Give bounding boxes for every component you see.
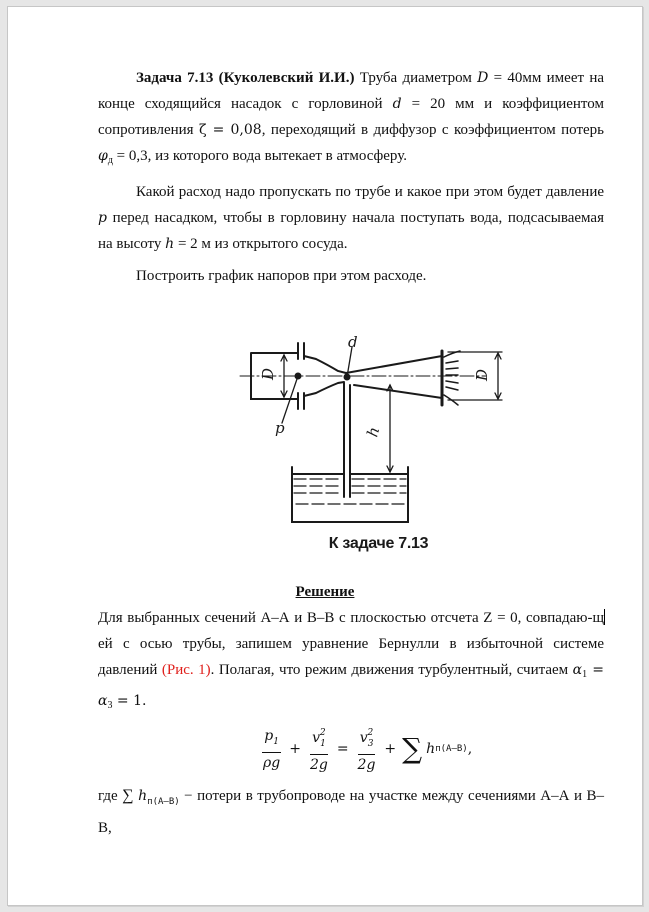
sum-symbol: ∑ bbox=[122, 787, 134, 804]
text-run: где bbox=[98, 788, 123, 804]
solution-paragraph-1 bbox=[98, 605, 604, 719]
zeta-value: ζ = 0,08 bbox=[198, 122, 262, 138]
nozzle-bottom bbox=[304, 382, 344, 396]
eq-2g: 2g bbox=[357, 757, 376, 773]
problem-title: Задача 7.13 (Куколевский И.И.) bbox=[136, 70, 355, 86]
solution-paragraph-2 bbox=[98, 783, 604, 841]
fraction-v3-2g bbox=[356, 724, 378, 774]
eq-plus: + bbox=[289, 741, 301, 757]
label-D-left: D bbox=[259, 367, 277, 380]
label-d: d bbox=[348, 333, 358, 351]
text-run: . Полагая, что режим движения турбулентный, считаем bbox=[210, 662, 573, 678]
eq-comma: , bbox=[467, 741, 473, 757]
water-jets bbox=[444, 351, 460, 405]
eq-h-sub: п(A–В) bbox=[147, 797, 180, 807]
alpha-1: α bbox=[572, 662, 583, 678]
symbol-p: p bbox=[98, 210, 107, 226]
eq-p: p bbox=[264, 727, 274, 744]
text-run: − потери в трубопроводе на участке между сечениями А–А и В–В, bbox=[98, 788, 605, 836]
text-run: , переходящий в диффузор с коэффициентом потерь bbox=[261, 122, 605, 138]
eq-v-sup: 2 bbox=[319, 728, 326, 738]
eq-v: v bbox=[359, 730, 368, 746]
text-run: Труба диаметром bbox=[354, 70, 478, 86]
eq-v-sub: 1 bbox=[320, 739, 326, 749]
figure-reference-link[interactable]: (Рис. 1) bbox=[161, 662, 211, 678]
alpha-3-sub: 3 bbox=[107, 700, 113, 711]
text-run: = 2 м из открытого сосуда. bbox=[174, 236, 348, 252]
symbol-phi-sub: д bbox=[107, 155, 113, 166]
eq-2g: 2g bbox=[309, 757, 328, 773]
text-run: = 1. bbox=[112, 693, 147, 709]
eq-h: h bbox=[138, 788, 148, 804]
figure-caption: К задаче 7.13 bbox=[328, 535, 429, 552]
equals-sign: = bbox=[587, 662, 605, 678]
problem-paragraph-2 bbox=[98, 179, 604, 257]
eq-v-sub: 3 bbox=[367, 739, 374, 749]
eq-rhog: ρg bbox=[263, 754, 281, 771]
label-D-right: D bbox=[473, 368, 491, 381]
eq-equals: = bbox=[336, 741, 349, 757]
label-p: p bbox=[275, 419, 285, 437]
text-run: Какой расход надо пропускать по трубе и какое при этом будет давление bbox=[136, 184, 604, 200]
label-h: h bbox=[363, 424, 384, 439]
eq-plus: + bbox=[384, 741, 397, 757]
diffuser-bottom bbox=[354, 385, 442, 398]
problem-paragraph-1 bbox=[98, 65, 604, 174]
eq-v: v bbox=[312, 730, 321, 746]
document-page bbox=[7, 6, 643, 906]
eq-h: h bbox=[426, 741, 436, 757]
suction-tube bbox=[344, 383, 350, 497]
sum-symbol: ∑ bbox=[402, 732, 423, 765]
text-run: перед насадком, чтобы в горловину начала поступать вода, подсасываемая на высоту bbox=[98, 210, 604, 252]
bernoulli-equation bbox=[258, 727, 472, 771]
symbol-D: D bbox=[477, 70, 489, 86]
eq-p-sub: 1 bbox=[273, 736, 279, 747]
eq-v-sup: 2 bbox=[367, 728, 374, 738]
nozzle-diagram bbox=[236, 307, 521, 532]
alpha-3: α bbox=[98, 693, 108, 709]
text-run: = 40мм имеет на конце сходящийся насадок с горловиной bbox=[98, 70, 605, 112]
text-run: = 0,3, из которого вода вытекает в атмосферу. bbox=[112, 148, 407, 164]
fraction-v1-2g bbox=[308, 724, 330, 774]
text-run: = 20 мм и коэффициентом сопротивления bbox=[98, 96, 604, 138]
text-cursor bbox=[604, 609, 605, 625]
solution-title: Решение bbox=[295, 584, 355, 600]
alpha-1-sub: 1 bbox=[582, 669, 588, 680]
eq-h-sub: п(A–В) bbox=[435, 744, 468, 754]
figure-7-13 bbox=[236, 307, 521, 562]
symbol-phi: φ bbox=[98, 148, 108, 164]
diffuser-top bbox=[346, 356, 442, 373]
symbol-h: h bbox=[165, 236, 175, 252]
text-run: Для выбранных сечений А–А и В–В с плоскостью отсчета Z = 0, совпадаю-щ bbox=[98, 610, 604, 626]
symbol-d: d bbox=[392, 96, 402, 112]
problem-paragraph-3: Построить график напоров при этом расходе. bbox=[136, 268, 427, 284]
text-run: ей с осью трубы, запишем уравнение Бернулли в избыточной системе давлений bbox=[98, 636, 604, 678]
fraction-p1-rhog bbox=[261, 727, 282, 772]
nozzle-top bbox=[304, 356, 346, 373]
